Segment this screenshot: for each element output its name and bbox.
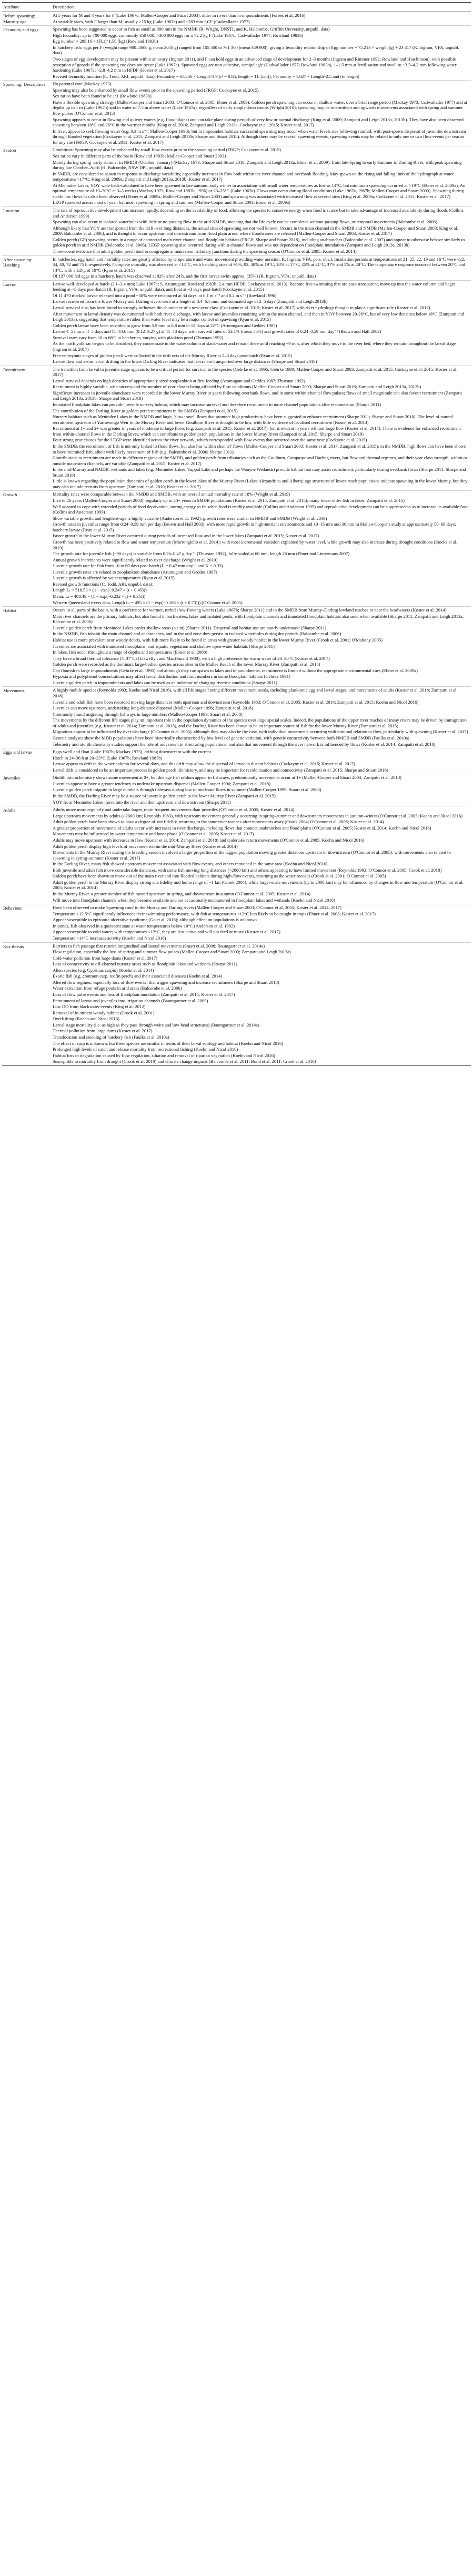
- table-row: [2, 146, 471, 207]
- description-line: Adult golden perch display high levels of movement within the mid-Murray River (Koster et al. 2014): [53, 843, 238, 849]
- description-line: Juveniles are associated with inundated floodplains, and aquatic vegetation and shallow open-water habitats (Sharpe 2011): [53, 643, 275, 649]
- description-line: A highly mobile species (Reynolds 1983; Koehn and Nicol 2016), with all life stages having different movement needs, including planktonic egg and larval stages, and movements of adults (Koster et al. 2014; Zampatti et al. 2018): [53, 687, 458, 698]
- description-line: Temperature >12.5°C significantly influences their swimming performance, with fish at temperatures <12°C less likely to be caught in traps (Ebner et al. 2008; Koster et al. 2017): [53, 911, 376, 916]
- description-line: Nursery habitats such as Menindee Lakes in the NMDB and large, 'slow travel' flows that promote high productivity have been suggested to enhance recruitment (Sharpe 2011; Sharpe and Stuart 2018). The level of natural recruitment upstream of Yarrawonga Weir in the Murray River and lower Goulburn River is thought to be low, with little evidence of localised recruitment (Koster et al. 2014): [53, 414, 454, 425]
- description-line: Sex ratios vary in different parts of the basin (Rowland 1983b; Mallen-Cooper and Stuart 2003): [53, 153, 226, 159]
- description-line: Susceptible to mortality from drought (Crook et al. 2010) and climate change impacts (Balcombe et al. 2011; Bond et al. 2011; Crook et al. 2010): [53, 1059, 316, 1064]
- description-line: Spawning can also occur in isolated waterholes with little or no passing flow in the arid NMDB, meaning that the life cycle can be completed without passing flows, or temporal movements (Balcombe et al. 2006): [53, 219, 438, 225]
- description-line: Revised growth functions (C. Todd, ARI, unpubl. data):: [53, 581, 154, 587]
- description-line: In the NMDB, fish inhabit the main channel and anabranches, and in the arid zone they persist in isolated waterholes during dry periods (Balcombe et al. 2006): [53, 631, 341, 637]
- description-line: Show variable growth, and length-at-age is highly variable (Anderson et al. 1992); growth rates were similar in NMDB and SMDB (Wright et al. 2019): [53, 515, 327, 521]
- description-line: Overfishing (Koehn and Nicol 2016): [53, 1016, 119, 1022]
- table-row: [2, 687, 471, 748]
- attribute-cell: Behaviour: [2, 904, 52, 942]
- description-line: Sex ratios have been found to be 1:1 (Rowland 1983b): [53, 93, 152, 99]
- description-line: Main river channels are the primary habitats, but also found in backwaters, lakes and isolated pools, with floodplain channels and inundated floodplain habitats also used when available (Sharpe 2011; Zampatti and Leigh 2013a; Balcombe et al. 2006): [53, 613, 464, 625]
- description-line: Habitat loss or degradation caused by flow regulation, siltation and removal of riparian vegetation (Koehn and Nicol 2016): [53, 1052, 275, 1058]
- description-line: Hypoxia and polyphenol concentrations may affect larval distribution and limit numbers in some floodplain habitats (Gehrke 1991): [53, 674, 290, 679]
- description-line: Juvenile growth rate for fish from 10 to 60 days post-hatch (L = 0.47 mm day⁻¹ and K = 0.33): [53, 563, 223, 569]
- attribute-cell: Larvae: [2, 280, 52, 366]
- table-row: [2, 904, 471, 942]
- attribute-cell: Location: [2, 207, 52, 256]
- description-line: In SMDB, are considered to spawn in response to discharge variability, especially increases in flow both within the river channel and overbank flooding. May spawn on the rising and falling limb of the hydrograph at water temperatures >17°C; King et al. 2009a; Zampatti and Leigh 2013a, 2013b; Koster et al. 2017): [53, 171, 454, 182]
- description-line: In the mid-Murray and NMDB, wetlands and lakes (e.g. Menindee Lakes, Tuppal Lake and perhaps the Wanyne Wetlands) provide habitat that may assist recruitment, particularly during overbank flows (Sharpe 2011; Sharpe and Stuart 2018): [53, 467, 466, 478]
- attribute-cell: Eggs and larvae: [2, 748, 52, 774]
- description-line: Juvenile and adult fish have been recorded moving large distances both upstream and downstream (Reynolds 1983; O'Connor et al. 2005; Koster et al. 2014; Zampatti et al. 2015; Koehn and Nicol 2016): [53, 699, 419, 705]
- attribute-cell: Season: [2, 146, 52, 207]
- attribute-table: [2, 2, 471, 1066]
- description-line: Larvae recovered from the lower Murray and Darling rivers were at a length of 0.4–6.1 mm, and estimated age of 2–5 days (Zampatti and Leigh 2013b): [53, 299, 328, 304]
- table-row: [2, 26, 471, 81]
- description-line: Golden perch (GP) spawning occurs in a range of connected main river channel and floodplain habitats (FRGP; Sharpe and Stuart 2018), including anabranches (Balcombe et al. 2007) and appear to otherwise behave similarly to golden perch in arid NMDB (Balcombe et al. 2006). LEGP spawning also occurred during within-channel flows and was not dependent on floodplain inundation (Zampatti and Leigh 2013a, 2013b): [53, 236, 465, 248]
- description-line: Adults may move upstream with increases in flow (Koster et al. 2014; Zampatti et al. 2018) and undertake return movements (O'Connor et al. 2005; Koehn and Nicol 2016): [53, 837, 365, 843]
- description-line: Mortality rates were comparable between the NMDB and SMDB, with an overall annual mortality rate of 18% (Wright et al. 2019): [53, 491, 290, 497]
- table-row: [2, 207, 471, 256]
- attribute-cell: Fecundity and eggs: [2, 26, 52, 81]
- description-line: Live to 26 years (Mallen-Cooper and Stuart 2003), regularly up to 20+ years in SMDB populations (Koster et al. 2014; Zampatti et al. 2015); many fewer older fish in lakes; Zampatti et al. 2015): [53, 498, 405, 503]
- description-line: Of 11 470 marked larvae released into a pond ~38% were recaptured at 34 days, at 0.1 m s⁻¹ and 0.2 m s⁻¹ (Rowland 1996): [53, 292, 277, 298]
- description-line: In ponds, fish observed in a quiescent state at water temperatures below 10°C (Anderson et al. 1992): [53, 923, 235, 929]
- description-line: Commonly found migrating through fishways in large numbers (Mallen-Cooper 1999; Stuart et al. 2008): [53, 711, 243, 717]
- description-line: Movements may be influenced by water temperature and lunar phase (O'Connor et al. 2005; Koster et al. 2017): [53, 831, 254, 837]
- table-row: [2, 366, 471, 491]
- description-line: A greater proportion of movements of adults occur with increases in river discharge, including flows that connect anabranches and flood plains (O'Connor et al. 2005; Koster et al. 2014; Koehn and Nicol 2016): [53, 825, 431, 831]
- description-line: Appear susceptible to cold water; with temperatures <12°C, they are less active and will not feed or move (Koster et al. 2017): [53, 929, 280, 935]
- description-line: Adult golden perch have been shown to have a degree of site fidelity, returning to the same river reaches after movements away (Crook 2004; O'Connor et al. 2005; Koster et al. 2014): [53, 819, 384, 825]
- description-line: Larvae appear to drift in the water column for several days, and this drift may allow the dispersal of larvae to distant habitats (Cockayne et al. 2015; Koster et al. 2017): [53, 761, 355, 767]
- description-line: Loss of flow pulse events and loss of floodplain inundation (Zampatti et al. 2015; Koster et al. 2017): [53, 992, 235, 997]
- description-line: Spawning has been suggested to occur in fish as small as 390 mm in the NMDB (R. Wright, DNSTI, and K. Halcombe, Griffith University, unpubl. data): [53, 26, 330, 32]
- description-line: Have been observed to make 'spawning runs' in the Murray and Darling rivers (Mallen-Cooper and Stuart 2003; O'Connor et al. 2005; Koster et al. 2014; 2017): [53, 905, 342, 911]
- description-line: Appear susceptible to epizootic ulcerative syndrome (Go et al. 2018); although effect on populations is unknown: [53, 917, 257, 923]
- description-line: Larval survival also has been found to strongly influence the abundance of a new year-class (Cockayne et al. 2015; Koster et al. 2017) with river hydrology thought to play a significant role (Koster et al. 2017): [53, 305, 430, 310]
- description-line: Spawning may also be enhanced by small flow events prior to the spawning period (FRGP; Cockayne et al. 2015): [53, 87, 259, 93]
- description-line: Juvenile growth is affected by water temperature (Ryan et al. 2015): [53, 575, 175, 581]
- description-line: Conditions: Spawning may also be enhanced by small flow events prior to the spawning period (FRGP; Cockayne et al. 2015): [53, 147, 281, 153]
- description-cell: [52, 491, 471, 607]
- description-line: The contribution of the Darling River to golden perch recruitment in the SMDB (Zampatti et al. 2015): [53, 408, 238, 413]
- description-line: The transition from larval to juvenile stage appears to be a critical period for survival in the species (Gehrke et al. 1995; Gehrke 1990; Mallen-Cooper and Stuart 2003; Zampatti et al. 2015; Cockayne et al. 2015; Koster et al. 2017): [53, 366, 458, 378]
- description-line: Juveniles appear to have a greater tendency to undertake upstream dispersal (Mallen-Cooper 1996; Zampatti et al. 2018): [53, 781, 271, 786]
- description-line: Well adapted to cope with extended periods of food deprivation, storing energy as fat when food is readily available (Collins and Anderson 1995) and reproductive development can be suppressed so as to increase its available food (Collins and Anderson 1999): [53, 504, 469, 515]
- attribute-cell: Key threats: [2, 942, 52, 1065]
- description-line: Although likely that YOY are transported from the drift over long distances, the actual sites of spawning are not well known. Occurs in the main channel in the SMDB and NMDB (Mallen-Cooper and Stuart 2003; King et al. 2009; Balcombe et al. 2006), and is thought to occur upstream and downstream from flood plain areas, where floodwaters are released (Mallen-Cooper and Stuart 2003; Koster et al. 2017): [53, 225, 458, 236]
- table-row: [2, 942, 471, 1065]
- description-line: In lakes, fish occur throughout a range of depths and temperatures (Ebner et al. 2008): [53, 649, 207, 655]
- description-line: YOY from Menindee Lakes move into the river and then upstream and downstream (Sharpe 2011): [53, 799, 231, 805]
- description-cell: [52, 942, 471, 1065]
- description-line: Adult golden perch in the Murray River display strong site fidelity and home range of ~1 km (Crook 2004), while larger-scale movements (up to 2000 km) may be influenced by changes in flow and temperature (O'Connor et al. 2005; Koster et al. 2014): [53, 879, 464, 891]
- description-line: Movements in the Murray River during the breeding season involved a larger proportion of the tagged population moving greater distances upstream or downstream (O'Connor et al. 2005), with movements also related to spawning in spring–summer (Koster et al. 2017): [53, 850, 451, 861]
- description-line: Larvae well-developed at hatch (3.1–3.4 mm; Lake 1967b; S. Arumugam; Rowland 1983b; 2.4 mm HFDF; Cockayne et al. 2013). Become free swimming that are pass-transparent, move up into the water column and begin feeding at ~5 days post-hatch (R. Ingram, VFA, unpubl. data), and float at ~3 days post-hatch (Cockayne et al. 2015): [53, 281, 456, 292]
- description-line: Barriers to fish passage that restrict longitudinal and lateral movements (Stuart et al. 2008; Baumgartner et al. 2014a): [53, 943, 265, 949]
- description-line: Juvenile golden perch migrate in large numbers through fishways during low to moderate flows in summer (Mallen-Cooper 1999; Stuart et al. 2008): [53, 787, 321, 793]
- attribute-cell: Spawning: Description: [2, 81, 52, 146]
- table-row: [2, 491, 471, 607]
- description-line: Both juvenile and adult fish move considerable distances, with some fish moving long distances (>2000 km) and others appearing to have limited movement (Reynolds 1983; O'Connor et al. 2005; Crook et al. 2010): [53, 867, 442, 873]
- description-line: Removal of in-stream woody habitat (Crook et al. 2001): [53, 1010, 155, 1015]
- header-description: Description: [52, 3, 471, 12]
- description-line: Larvae flow and swim larval drifting in the lower Darling River indicates that larvae are transported over large distances (Sharpe and Stuart 2018): [53, 359, 317, 364]
- description-line: Water extraction from refuge pools in arid areas (Balcombe et al. 2006): [53, 985, 182, 991]
- table-row: [2, 774, 471, 806]
- description-line: Larval drift is considered to be an important process in golden perch life history, and may be important for recolonisation and connectivity (Zampatti et al. 2015; Sharpe and Stuart 2018): [53, 767, 388, 773]
- description-line: Flow regulation, especially the loss of spring and summer flow pulses (Mallen-Cooper and Stuart 2003; Zampatti and Leigh 2013a): [53, 949, 291, 955]
- description-line: Occurs in all parts of the basin, with a preference for warmer, turbid slow-flowing waters (Lake 1967b; Sharpe 2011) and in the SMDB from Murray–Darling lowland reaches to near the headwaters (Koster et al. 2014): [53, 607, 447, 613]
- description-line: Inundated floodplain lakes can provide juvenile nursery habitat, which may increase survival and therefore recruitment to more channel populations after reconnection (Sharpe 2011): [53, 402, 381, 407]
- description-line: Golden perch were recorded as the dominant large-bodied species across sites in the Mallee Reach of the lower Murray River (Zampatti et al. 2015): [53, 662, 320, 667]
- description-line: Juvenile golden perch in impoundments and lakes can be used as an indicator of changing riverine conditions (Sharpe 2011): [53, 679, 277, 685]
- description-line: Hatch in 24–36 h at 20–23°C (Lake 1967b; Rowland 1983b): [53, 755, 163, 761]
- description-line: After movement in larval density was documented with both river discharge, with larvae and juveniles remaining within the main channel, and then in YOY between 20-26°C, but of very low densities below 18°C (Zampatti and Leigh 2013a), suggesting that temperature rather than water level may be a major control of spawning (Ryan et al. 2015): [53, 311, 464, 322]
- attribute-cell: Adults: [2, 806, 52, 904]
- description-line: Golden perch larvae have been recorded to grow from 5.9 mm to 8.8 mm in 12 days at 22°C (Arumugam and Geddes 1987): [53, 322, 277, 328]
- description-line: Golden perch have been shown to move out of the main river and into flooded habitats during high-flow events, returning as the water recedes (Crook et al. 2001; O'Connor et al. 2005): [53, 873, 386, 879]
- description-line: Free-embryonic stages of golden perch were collected in the drift nets of the Murray River at 2–3 days post-hatch (Ryan et al. 2015): [53, 352, 292, 358]
- description-line: Exotic fish (e.g. common carp, redfin perch) and their associated diseases (Koehn et al. 2014): [53, 973, 223, 979]
- description-line: Of 137 000 fed eggs in a hatchery, hatch was observed at 92% after 24 h, and the first larvae swim approx. (35%) (R. Ingram, VFA, unpubl. data): [53, 273, 316, 279]
- description-line: In river, appear to seek flowing water (e.g. 0.3 m s⁻¹; Mallen-Cooper 1996), but in impounded habitats successful spawning may occur when water levels rise following rainfall, with post-spawn dispersal of juveniles downstream through flooded vegetation (Cockayne et al. 2015; Zampatti and Leigh 2013b; Sharpe and Stuart 2018). Although there may be several spawning events, spawning events may be related to only one or two flow events per season for any site (FRGP; Cockayne et al. 2013; Koster et al. 2017): [53, 128, 466, 145]
- description-line: In hatcheries, egg hatch and mortality rates are greatly affected by temperature and water movement providing water aeration. R. Ingram, VFA, pers. obs.). Incubation periods at temperatures of 21, 25, 22, 19 and 16°C were ~32, 34, 40, 72 and 75 h respectively. Complete mortality was observed at <14°C, with hatching rates of 91%, 92, 48% at 19°C, 18% at 17°C, 25% at 21°C, 37% and 5% at 28°C. The temperature response occurred between 20°C and 14°C, with a LD₅₀ of 19°C (Ryan et al. 2015): [53, 256, 465, 273]
- table-row: [2, 607, 471, 687]
- table-row: [2, 280, 471, 366]
- description-line: Western Queensland rivers data, Length Lₜ = 495 × (1 − exp(−0.188 × (t + 0.73))) (O'Connor et al. 2005): [53, 599, 243, 605]
- description-line: At 5 years for M and 4 years for F (Lake 1967c; Mallen-Cooper and Stuart 2003), older in rivers than in impoundments (Forbes et al. 2016): [53, 13, 306, 18]
- description-cell: [52, 904, 471, 942]
- description-line: In hatchery fish: eggs per F (weight range 900–4600 g, mean 2050 g) ranged from 105 500 to 761 300 (mean 349 900), giving a fecundity relationship of Egg number = 75.213 × weight (g) + 23 417 (R. Ingram, VFA, unpubl. data): [53, 44, 459, 56]
- description-line: Larval stage mortality (i.e. as high as they pass through weirs and low-head structures) (Baumgartner et al. 2014a): [53, 1022, 259, 1028]
- description-line: As the hatch yolk sac begins to be absorbed, they concentrate in the water column at slack-water and remain there until reaching ~9 mm, after which they move to the river bed, where they remain throughout the larval stage (Ingram et al. 2017): [53, 341, 456, 352]
- attribute-cell: Growth: [2, 491, 52, 607]
- description-line: Four strong year classes for the LEGP were identified across the river network, which corresponded with flow events that occurred over the same year (Cockayne et al. 2015): [53, 437, 367, 443]
- description-line: Alien species (e.g. Cyprinus carpio) (Koehn et al. 2014): [53, 967, 154, 973]
- description-line: Eggs swell and float (Lake 1967b; Mackay 1973), drifting downstream with the current: [53, 749, 211, 755]
- description-line: Contributions to recruitment are made in different regions of the SMDB, and golden perch from tributaries such as the Goulburn, Campaspe and Darling rivers, but flow and thermal regimes, and their year class strength, within or outside main-stem channels, are variable (Zampatti et al. 2015; Koster et al. 2017): [53, 455, 467, 466]
- description-cell: [52, 146, 471, 207]
- table-row: [2, 255, 471, 280]
- description-line: Revised fecundity function (C. Todd, ARI, unpubl. data): Fecundity = 0.0256 × Length^3.9 (r² = 0.85, length = TL (cm)); Fecundity = 1.027 × Length^2.5 and (in length): [53, 73, 359, 79]
- description-line: Survival rates vary from 16 to 68% in hatcheries, varying with plankton pond (Thurstan 1992): [53, 334, 224, 340]
- description-line: Egg number = 289.16 × (FLt)^1.58 (kg) (Rowland 1983b): [53, 38, 158, 44]
- attribute-cell: Before spawning: Maturity age: [2, 12, 52, 26]
- description-line: In the SMDB, the recruitment of fish is not only linked to flood flows, but also has 'within channel' flows (Mallen-Cooper and Stuart 2003; Koster et al. 2017; Zampatti et al. 2015); in the NMDB, high flows can have been shown to have 'recruited' fish, albeit with likely movement of fish (e.g. Balcombe et al. 2006; Sharpe 2011): [53, 443, 467, 455]
- description-line: They have a broad thermal tolerance (4–37°C) (Llewellyn and MacDonald 1980), with a high preference for warm water of 20–30°C (Koster et al. 2017): [53, 655, 330, 661]
- description-line: High fecundity: up to 700 000 eggs, commonly 350 000; >300 000 eggs for a >2.2 kg F (Lake 1967c; Cadwallader 1977; Rowland 1983b): [53, 32, 304, 38]
- description-line: Recruitment at 1+ and 2+ was greater in years of moderate to large flows (e.g. Zampatti et al. 2015; Koster et al. 2017), but is evident in years without large flow (Koster et al. 2017). There is evidence for enhanced recruitment from within-channel flows in the Darling River, which can contribute to golden perch populations in the lower Murray River (Zampatti et al. 2015; Sharpe and Stuart 2018): [53, 426, 461, 437]
- description-line: Low DO from blackwater events (King et al. 2012): [53, 1004, 146, 1010]
- description-line: Little is known regarding the population dynamics of golden perch in the lower lakes of the Murray River (Lakes Alexandrina and Albert); age structures of lower-reach populations indicate spawning in the lower Murray, but they may also include recruits from upstream (Zampatti et al. 2010; Koster et al. 2017): [53, 478, 468, 489]
- description-line: Prolonged high levels of catch and release mortality from recreational fishing (Koehn and Nicol 2016): [53, 1047, 238, 1052]
- attribute-cell: Juveniles: [2, 774, 52, 806]
- description-line: Growth has been positively related to flow and water temperature (Morrongiello et al. 2014); with most incremental variation explained by water level, while growth may also increase during drought conditions (Stocks et al. 2019): [53, 539, 458, 550]
- description-line: Three-scene evidence that adult golden perch tend to congregate at main stem–tributary junctions during the spawning season (O'Connor et al. 2005; Koster et al. 2014): [53, 248, 357, 254]
- description-cell: [52, 687, 471, 748]
- description-line: Mean: Lₜ = 488.49 × (1 − exp(−0.232 × (t + 0.35))): [53, 594, 146, 599]
- table-header: [2, 3, 471, 12]
- attribute-cell: Habitat: [2, 607, 52, 687]
- description-line: Annual growth increments were significantly related to river discharge (Wright et al. 2019): [53, 557, 218, 562]
- description-line: Can flourish in large impoundments (Gehrke et al. 1995) and although they can spawn in lakes and impoundments, recruitment is limited without the appropriate environmental cues (Ebner et al. 2009a): [53, 667, 418, 673]
- description-line: Will move into floodplain channels when they become available and are occasionally encountered in floodplain lakes and wetlands (Koehn and Nicol 2016): [53, 897, 335, 903]
- table-body: [2, 12, 471, 1066]
- description-line: Mainly during spring–early summer in NMDB (October–January) (Mackay 1973; Sharpe and Stuart 2018; Zampatti and Leigh 2013a; Ebner et al. 2009), from late Spring to early Summer in Darling River, with peak spawning during late October–April (H. Balcombe, NSW DPI, unpubl. data): [53, 159, 462, 171]
- description-line: Translocation and stocking of hatchery fish (Faulks et al. 2010a): [53, 1034, 169, 1040]
- description-line: Altered flow regimes, especially loss of flow events, that trigger spawning and increase recruitment (Sharpe and Stuart 2018): [53, 979, 279, 985]
- description-line: Large upstream movements by adults (>2000 km; Reynolds 1983), with upstream movement generally occurring in spring–summer and downstream movements in autumn–winter (O'Connor et al. 2005; Koehn and Nicol 2016): [53, 813, 463, 818]
- description-line: Faster growth in the lower Murray River occurred during periods of increased flow and in the lower lakes (Zampatti et al. 2015; Koster et al. 2017): [53, 533, 319, 539]
- description-line: Two stages of egg development may be present within an ovary (Ingram 2011), and F can hold eggs in an advanced stage of development for 2–3 months (Ingram and Rimmer 1992; Rowland and Hutchinson), with possible resorption of gonads if the spawning cue does not occur (Lake 1967a). Spawned eggs are non-adhesive, semipelagic (Cadwallader 1977; Rowland 1983b), 1–1.5 mm at fertilisation and swell to ~3.3–4.2 mm following water hardening (Lake 1967a; ~2.8–4.2 mm in HFDF (Koster et al. 2017): [53, 56, 457, 73]
- description-line: Telemetry and otolith chemistry studies support the role of movement in structuring populations, and also that movement through the river network is influenced by flows (Koster et al. 2014; Zampatti et al. 2018): [53, 741, 436, 747]
- document-page: [0, 0, 473, 1066]
- description-line: Loss of connectivity to off-channel nursery areas such as floodplain lakes and wetlands (Sharpe 2011): [53, 961, 237, 967]
- description-line: Juvenile growth rates are related to zooplankton abundance (Arumugam and Geddes 1987): [53, 569, 217, 575]
- description-line: Significant increases in juvenile abundance were recorded in the lower Murray River in years following overbank flows, and in some within-channel flow pulses; flows of small magnitude can also favour recruitment (Zampatti and Leigh 2013a, 2013b; Sharpe and Stuart 2018): [53, 390, 462, 401]
- description-cell: [52, 806, 471, 904]
- description-line: LEGP spawned across most of year, but most spawning in spring and summer (Mallen-Cooper and Stuart 2003; Ebner et al. 2009a): [53, 200, 290, 205]
- description-cell: [52, 81, 471, 146]
- table-row: [2, 748, 471, 774]
- description-line: Growth rates in juveniles range from 0.24–0.59 mm per day (Brown and Hall 2003), with more rapid growth in high-nutrient environments and 10–15 mm and 30 mm in Mallen-Cooper's study at approximately 50–60 days; hatchery larvae (Ryan et al. 2015): [53, 521, 456, 532]
- description-line: Temperature >14°C increases activity (Koehn and Nicol 2016): [53, 935, 166, 941]
- description-line: Entrainment of larvae and juveniles into irrigation channels (Baumgartner et al. 2009): [53, 998, 208, 1003]
- attribute-cell: Movements: [2, 687, 52, 748]
- description-cell: [52, 255, 471, 280]
- description-line: Migrations appear to be influenced by river discharge (O'Connor et al. 2005), although they may also be the case, with individual movements occurring with minimal relation to flow, particularly with spawning (Koster et al. 2017): [53, 729, 468, 735]
- description-line: At Menindee Lakes, YOY were back-calculated to have been spawned in late autumn–early winter in association with small water temperatures as low as 14°C, but minimum spawning occurred at >19°C (Ebner et al. 2009a), An optimal temperature of 19–20°C at 3–5 weeks (Mackay 1973; Rowland 1983b, 1996) or 23–25°C (Lake 1967a). Flows may occur during flood conditions (Lake 1967a, 1967b; Mallen-Cooper and Stuart 2003). Spawning during stable low flows has also been observed (Ebner et al. 2009a; Mallen-Cooper and Stuart 2003) and spawning was associated with increased flow at several sites (King et al. 2009a; Cockayne et al. 2015; Koster et al. 2017): [53, 182, 466, 199]
- description-cell: [52, 774, 471, 806]
- description-line: Larvae 4–5 mm at 4–5 days and 11–44.6 mm (0.12–3.27 g) at 41–48 days, with survival rates of 53.1% (mean 55%) and growth rates of 0.24–0.59 mm day⁻¹ (Brown and Hall 2003): [53, 329, 381, 334]
- table-row: [2, 81, 471, 146]
- description-line: The growth rate for juvenile fish (~90 days) is variable from 0.26–0.47 g day⁻¹ (Thurstan 1992), fully scaled at 60 mm, length 28 mm (Ebner and Lintermans 2007): [53, 551, 350, 557]
- description-line: Thermal pollution from large dams (Koster et al. 2017): [53, 1028, 153, 1034]
- description-line: Have a flexible spawning strategy (Mallen-Cooper and Stuart 2003; O'Connor et al. 2005; Ebner et al. 2009): Golden perch spawning can occur in shallow water, over a brief range period (Mackay 1973; Cadwallader 1977) and at depths up to 1 m (Lake 1967b) and in water of 7.5 m above water (Lake 1967a), regardless of daily zooplankton counts (Wright 2010); spawning may be intermittent and upwards movements associated with spring and summer flow pulses (O'Connor et al. 2015): [53, 99, 467, 116]
- description-cell: [52, 207, 471, 256]
- description-cell: [52, 280, 471, 366]
- description-line: Length Lₜ = 518.53 × (1 − exp(−0.247 × (t + 0.45))): [53, 587, 147, 593]
- description-line: Cold-water pollution from large dams (Koster et al. 2017): [53, 955, 158, 961]
- description-line: Juvenile golden perch from Menindee Lakes prefer shallow areas (<1 m) (Sharpe 2011). Dispersal and habitat use are poorly understood (Sharpe 2011): [53, 625, 327, 630]
- description-line: Larval survival depends on high densities of appropriately sized zooplankton at first feeding (Arumugam and Geddes 1987; Thurstan 1992): [53, 378, 306, 383]
- table-row: [2, 806, 471, 904]
- description-line: Recruitment is highly variable, with success and the number of year classes being affected by flow conditions (Mallen-Cooper and Stuart 2003; Sharpe and Stuart 2018; Zampatti and Leigh 2013a, 2013b): [53, 384, 421, 390]
- description-line: Spawning appears to occur in flowing and quieter waters (e.g. flood plains) and can take place during periods of very low or normal discharge (King et al. 2009; Zampatti and Leigh 2013a, 2013b). They have also been observed spawning between 18°C and 26°C in the warmer months (King et al. 2010; Zampatti and Leigh 2013a; Cockayne et al. 2015; Koster et al. 2017): [53, 116, 464, 128]
- description-cell: [52, 26, 471, 81]
- attribute-cell: Recruitment: [2, 366, 52, 491]
- table-row: [2, 12, 471, 26]
- description-line: The movements by the different life stages play an important role in the population dynamics of the species over large spatial scales. Indeed, the populations of the upper river reaches of many rivers may be driven by immigration of adults and juveniles (e.g. Koster et al. 2014; Zampatti et al. 2015), and the Darling River has been shown to be an important source of fish for the lower Murray River (Zampatti et al. 2015): [53, 717, 467, 728]
- description-line: In the Murray River, a greater number of fish moved upstream in spring, and downstream in autumn (O'Connor et al. 2005; Koster et al. 2014): [53, 891, 310, 896]
- description-cell: [52, 366, 471, 491]
- description-cell: [52, 12, 471, 26]
- description-line: In the SMDB, the Darling River may be a source of juvenile golden perch to the lower Murray River (Zampatti et al. 2015): [53, 793, 276, 798]
- description-line: The effect of carp is unknown, but these species are similar in terms of their larval ecology and habitat (Koehn and Nicol 2016): [53, 1040, 284, 1046]
- description-line: Habitat use is more prevalent near woody debris, with fish more likely to be found in areas with greater woody habitat in the lower Murray River (Crook et al. 2001; O'Mahony 2005): [53, 637, 383, 643]
- description-cell: [52, 748, 471, 774]
- description-cell: [52, 607, 471, 687]
- description-line: At variable sizes, with F larger than M; usually >15 kg (Lake 1967c) and ~283 mm LCF (Cadwallader 1977): [53, 18, 250, 24]
- header-attribute: Attribute: [2, 3, 52, 12]
- description-line: Otolith microchemistry shows some movement at 0+, but this age fish seldom appear in fishways; predominantly movements occur at 1+ (Mallen-Cooper and Stuart 2003; Zampatti et al. 2018): [53, 775, 401, 781]
- description-line: No parental care (Mackay 1973): [53, 81, 112, 87]
- description-line: Juveniles can move upstream, undertaking long-distance dispersal (Mallen-Cooper 1996; Zampatti et al. 2018): [53, 705, 253, 711]
- description-line: In the Darling River, many fish showed upstream movement associated with flow events, and others remained in the same area (Koehn and Nicol 2016): [53, 861, 328, 867]
- description-line: Genetic analyses show the MDB populations have been historically characterised by low levels of genetic variation, with genetic connectivity between both NMDB and SMDB (Faulks et al. 2010a): [53, 735, 410, 741]
- description-line: Adults move more regularly and undertake larger, more frequent movements than juveniles (O'Connor et al. 2005; Koster et al. 2014): [53, 807, 295, 813]
- attribute-cell: After spawning: Hatching: [2, 255, 52, 280]
- description-line: The rate of reproductive development can increase rapidly, depending on the availability of food, allowing the species to conserve energy when food is scarce but to take advantage of increased availability during floods (Collins and Anderson 1999): [53, 208, 464, 219]
